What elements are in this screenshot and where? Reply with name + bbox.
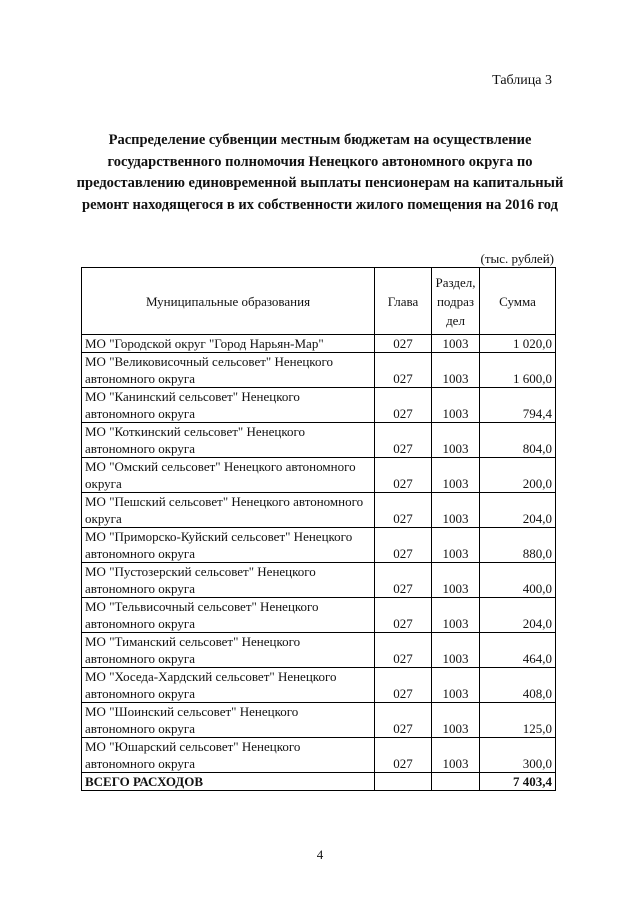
chapter-cell: 027	[375, 528, 432, 563]
table-row	[82, 388, 556, 423]
subvention-table	[81, 267, 556, 791]
table-row	[82, 458, 556, 493]
table-row	[82, 493, 556, 528]
page-number: 4	[316, 847, 324, 862]
table-label: Таблица 3	[492, 73, 552, 88]
sum-cell: 125,0	[480, 703, 556, 738]
municipality-cell: МО "Городской округ "Город Нарьян-Мар"	[82, 335, 375, 353]
municipality-cell: МО "Омский сельсовет" Ненецкого автономного округа	[82, 458, 375, 493]
header-sum: Сумма	[480, 268, 556, 335]
table-row	[82, 703, 556, 738]
sum-cell: 200,0	[480, 458, 556, 493]
section-cell: 1003	[432, 738, 480, 773]
table-header-row	[82, 268, 556, 335]
table-row	[82, 528, 556, 563]
total-chapter-cell	[375, 773, 432, 791]
municipality-cell: МО "Хоседа-Хардский сельсовет" Ненецкого автономного округа	[82, 668, 375, 703]
sum-cell: 204,0	[480, 493, 556, 528]
total-label: ВСЕГО РАСХОДОВ	[82, 773, 375, 791]
section-cell: 1003	[432, 563, 480, 598]
chapter-cell: 027	[375, 388, 432, 423]
table-row	[82, 738, 556, 773]
sum-cell: 1 020,0	[480, 335, 556, 353]
section-cell: 1003	[432, 668, 480, 703]
sum-cell: 300,0	[480, 738, 556, 773]
chapter-cell: 027	[375, 493, 432, 528]
municipality-cell: МО "Великовисочный сельсовет" Ненецкого автономного округа	[82, 353, 375, 388]
table-row	[82, 633, 556, 668]
section-cell: 1003	[432, 353, 480, 388]
sum-cell: 408,0	[480, 668, 556, 703]
table-row	[82, 668, 556, 703]
document-title: Распределение субвенции местным бюджетам на осуществление государственного полномочия Ненецкого автономного округа по предоставлению единовременной выплаты пенсионерам на капитальный ремонт находящегося в их собственности жилого помещения на 2016 год	[76, 132, 564, 213]
total-section-cell	[432, 773, 480, 791]
table-row	[82, 563, 556, 598]
chapter-cell: 027	[375, 458, 432, 493]
chapter-cell: 027	[375, 703, 432, 738]
section-cell: 1003	[432, 703, 480, 738]
municipality-cell: МО "Тельвисочный сельсовет" Ненецкого автономного округа	[82, 598, 375, 633]
total-row	[82, 773, 556, 791]
municipality-cell: МО "Приморско-Куйский сельсовет" Ненецкого автономного округа	[82, 528, 375, 563]
sum-cell: 400,0	[480, 563, 556, 598]
municipality-cell: МО "Пустозерский сельсовет" Ненецкого автономного округа	[82, 563, 375, 598]
municipality-cell: МО "Коткинский сельсовет" Ненецкого автономного округа	[82, 423, 375, 458]
chapter-cell: 027	[375, 563, 432, 598]
sum-cell: 880,0	[480, 528, 556, 563]
sum-cell: 804,0	[480, 423, 556, 458]
chapter-cell: 027	[375, 738, 432, 773]
chapter-cell: 027	[375, 423, 432, 458]
sum-cell: 464,0	[480, 633, 556, 668]
municipality-cell: МО "Тиманский сельсовет" Ненецкого автономного округа	[82, 633, 375, 668]
section-cell: 1003	[432, 423, 480, 458]
sum-cell: 794,4	[480, 388, 556, 423]
section-cell: 1003	[432, 335, 480, 353]
section-cell: 1003	[432, 528, 480, 563]
table-row	[82, 335, 556, 353]
municipality-cell: МО "Канинский сельсовет" Ненецкого автономного округа	[82, 388, 375, 423]
chapter-cell: 027	[375, 633, 432, 668]
sum-cell: 1 600,0	[480, 353, 556, 388]
section-cell: 1003	[432, 458, 480, 493]
chapter-cell: 027	[375, 335, 432, 353]
table-row	[82, 598, 556, 633]
municipality-cell: МО "Пешский сельсовет" Ненецкого автономного округа	[82, 493, 375, 528]
municipality-cell: МО "Шоинский сельсовет" Ненецкого автономного округа	[82, 703, 375, 738]
total-sum: 7 403,4	[480, 773, 556, 791]
municipality-cell: МО "Юшарский сельсовет" Ненецкого автономного округа	[82, 738, 375, 773]
section-cell: 1003	[432, 493, 480, 528]
header-municipality: Муниципальные образования	[82, 268, 375, 335]
chapter-cell: 027	[375, 598, 432, 633]
sum-cell: 204,0	[480, 598, 556, 633]
header-chapter: Глава	[375, 268, 432, 335]
section-cell: 1003	[432, 633, 480, 668]
section-cell: 1003	[432, 598, 480, 633]
section-cell: 1003	[432, 388, 480, 423]
table-row	[82, 423, 556, 458]
chapter-cell: 027	[375, 353, 432, 388]
table-row	[82, 353, 556, 388]
header-section: Раздел, подраз дел	[432, 268, 480, 335]
chapter-cell: 027	[375, 668, 432, 703]
units-label: (тыс. рублей)	[480, 251, 554, 266]
